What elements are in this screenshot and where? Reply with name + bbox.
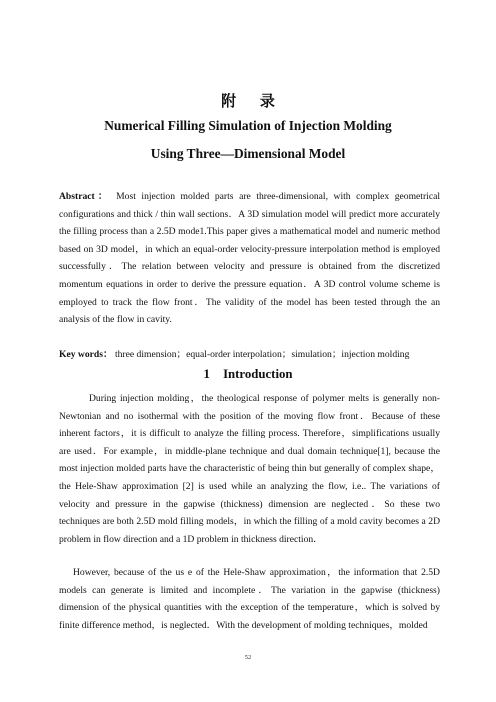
page-number: 52: [244, 654, 252, 661]
paper-title-line-2: Using Three—Dimensional Model: [150, 146, 346, 161]
section-heading-introduction: 1 Introduction: [203, 367, 293, 381]
keywords: [59, 346, 440, 364]
abstract: [59, 188, 440, 329]
keywords-text: three dimension；equal-order interpolation；simulation；injection molding: [114, 349, 410, 360]
keywords-label: Key words：: [59, 349, 113, 360]
abstract-label: Abstract：: [59, 191, 111, 202]
abstract-text: Most injection molded parts are three-dimensional, with complex geometrical configurations and thick / thin wall sections．A 3D simulation model will predict more accurately the filling process than a 2.5D mode1.This paper gives a mathematical model and numeric method based on 3D model，in which an equal-order velocity-pressure interpolation method is employed successfully．The relation between velocity and pressure is obtained from the discretized momentum equations in order to derive the pressure equation．A 3D control volume scheme is employed to track the flow front．The validity of the model has been tested through the an analysis of the flow in cavity.: [59, 191, 441, 326]
appendix-title: 附 录: [221, 94, 285, 110]
paper-title-line-1: Numerical Filling Simulation of Injection Molding: [104, 118, 392, 133]
body-paragraph-1: During injection molding，the theological response of polymer melts is generally non-Newtonian and no isothermal with the position of the moving flow front．Because of these inherent factors，it is difficult to analyze the filling process. Therefore，simplifications usually are used．For example，in middle-plane technique and dual domain technique[1], because the most injection molded parts have the characteristic of being thin but generally of complex shape，the Hele-Shaw approximation [2] is used while an analyzing the flow, i.e.. The variations of velocity and pressure in the gapwise (thickness) dimension are neglected．So these two techniques are both 2.5D mold filling models，in which the filling of a mold cavity becomes a 2D problem in flow direction and a 1D problem in thickness direction．: [59, 393, 440, 545]
body-paragraph-2: However, because of the us e of the Hele-Shaw approximation，the information that 2.5D models can generate is limited and incomplete．The variation in the gapwise (thickness) dimension of the physical quantities with the exception of the temperature，which is solved by finite difference method，is neglected．With the development of molding techniques，molded: [59, 567, 440, 631]
